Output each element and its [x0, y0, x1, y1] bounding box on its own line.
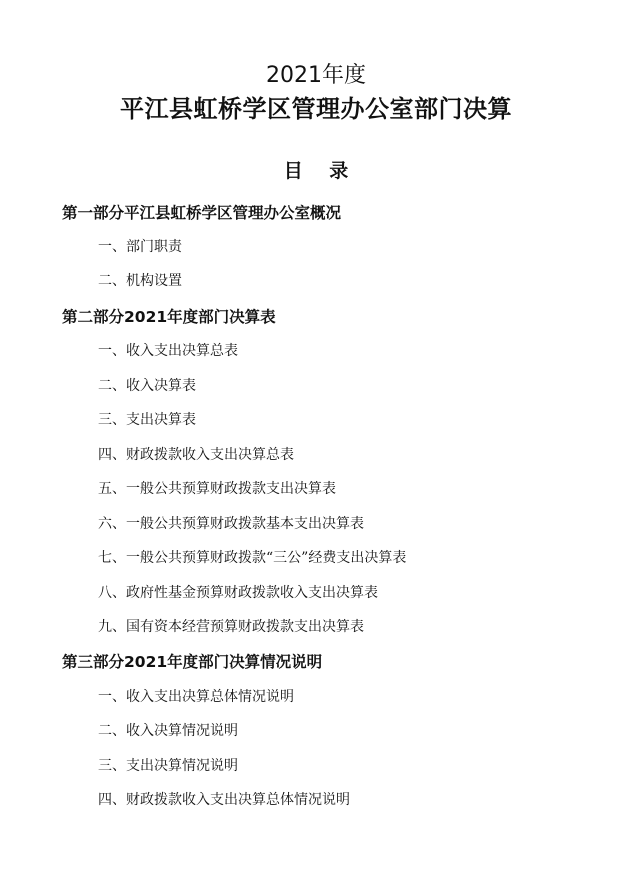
toc-item-2-5: 五、一般公共预算财政拨款支出决算表: [98, 481, 336, 497]
toc-item-2-7: 七、一般公共预算财政拨款“三公”经费支出决算表: [98, 550, 407, 566]
toc-heading: 目 录: [283, 160, 359, 182]
toc-item-2-1: 一、收入支出决算总表: [98, 343, 238, 359]
toc-item-1-2: 二、机构设置: [98, 273, 182, 289]
toc-item-3-2: 二、收入决算情况说明: [98, 723, 238, 739]
toc-item-2-2: 二、收入决算表: [98, 378, 196, 394]
document-main-title: 平江县虹桥学区管理办公室部门决算: [120, 95, 512, 123]
toc-item-2-9: 九、国有资本经营预算财政拨款支出决算表: [98, 619, 364, 635]
toc-item-2-3: 三、支出决算表: [98, 412, 196, 428]
toc-item-3-4: 四、财政拨款收入支出决算总体情况说明: [98, 792, 350, 808]
toc-item-1-1: 一、部门职责: [98, 239, 182, 255]
toc-item-2-6: 六、一般公共预算财政拨款基本支出决算表: [98, 516, 364, 532]
toc-item-2-8: 八、政府性基金预算财政拨款收入支出决算表: [98, 585, 378, 601]
toc-item-2-4: 四、财政拨款收入支出决算总表: [98, 447, 294, 463]
toc-part-3: 第三部分2021年度部门决算情况说明: [62, 653, 323, 671]
toc-item-3-1: 一、收入支出决算总体情况说明: [98, 689, 294, 705]
toc-item-3-3: 三、支出决算情况说明: [98, 758, 238, 774]
toc-part-2: 第二部分2021年度部门决算表: [62, 308, 276, 326]
document-year-title: 2021年度: [266, 63, 366, 88]
toc-part-1: 第一部分平江县虹桥学区管理办公室概况: [62, 204, 342, 222]
